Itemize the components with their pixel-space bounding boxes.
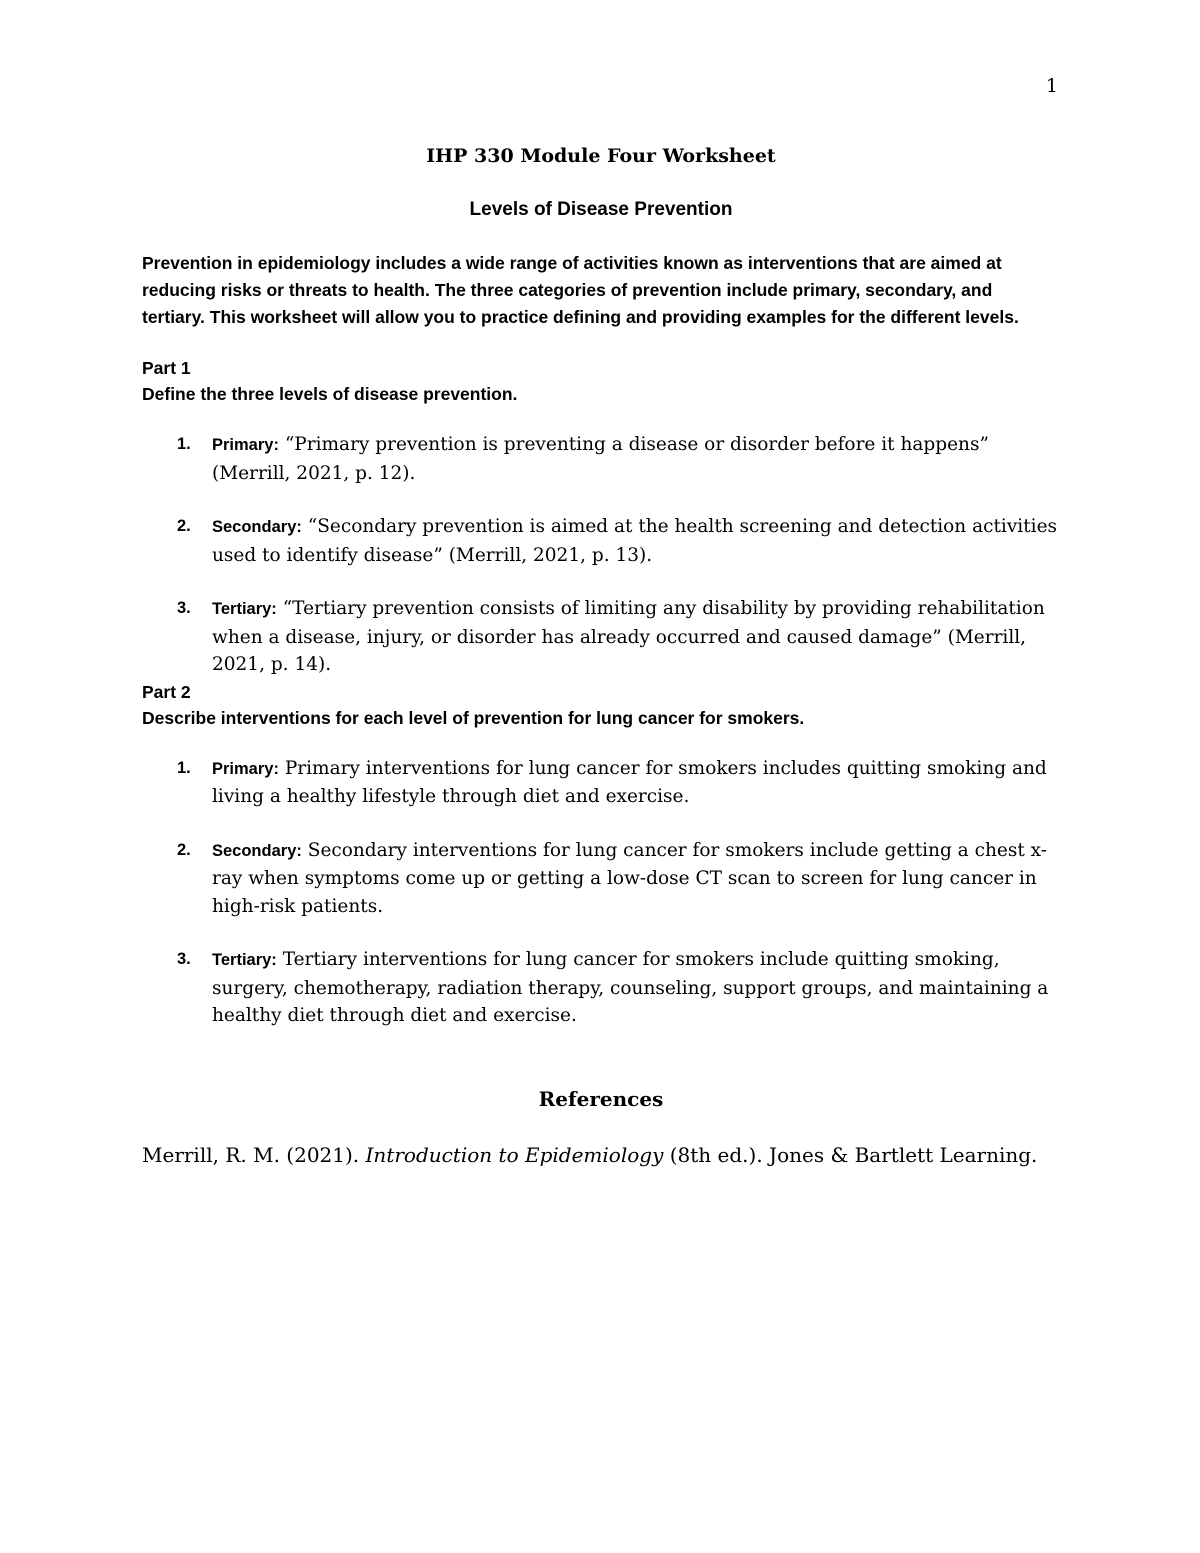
list-item-text: “Primary prevention is preventing a disease or disorder before it happens” (Merrill, 2021, p. 12).	[212, 434, 989, 484]
part-2-instruction: Describe interventions for each level of prevention for lung cancer for smokers.	[142, 707, 805, 728]
reference-title: Introduction to Epidemiology	[365, 1142, 664, 1167]
reference-suffix: (8th ed.). Jones & Bartlett Learning.	[663, 1142, 1038, 1167]
references-heading: References	[538, 1086, 664, 1111]
part-2-label: Part 2	[142, 681, 191, 702]
list-item-label: Primary:	[212, 759, 279, 778]
list-item-text: Tertiary interventions for lung cancer for smokers include quitting smoking, surgery, chemotherapy, radiation therapy, counseling, support groups, and maintaining a healthy diet through diet and exercise.	[212, 949, 1049, 1026]
list-item-text: Secondary interventions for lung cancer for smokers include getting a chest x-ray when symptoms come up or getting a low-dose CT scan to screen for lung cancer in high-risk patients.	[212, 839, 1047, 917]
list-item-number: 2.	[177, 517, 191, 535]
list-item-label: Primary:	[212, 436, 279, 454]
part-1-item-tertiary	[142, 595, 1060, 679]
intro-paragraph: Prevention in epidemiology includes a wide range of activities known as interventions that are aimed at reducing risks or threats to health. The three categories of prevention include primary, secondary, and tertiary. This worksheet will allow you to practice defining and providing examples for the different levels.	[142, 253, 1019, 327]
list-item-number: 3.	[177, 599, 191, 617]
references-section	[142, 1084, 1060, 1170]
part-1-label: Part 1	[142, 358, 191, 378]
part-1-item-primary	[142, 431, 1060, 487]
list-item-label: Secondary:	[212, 841, 302, 860]
list-item-text: “Secondary prevention is aimed at the health screening and detection activities used to identify disease” (Merrill, 2021, p. 13).	[212, 516, 1058, 566]
list-item-number: 2.	[177, 840, 191, 859]
document-title: IHP 330 Module Four Worksheet	[426, 145, 776, 167]
part-2-list	[142, 755, 1060, 1030]
part-2-section	[142, 679, 1060, 1030]
list-item-label: Tertiary:	[212, 951, 277, 969]
list-item-number: 1.	[177, 435, 191, 453]
list-item-number: 1.	[177, 758, 191, 777]
part-1-item-secondary	[142, 513, 1060, 569]
list-item-label: Secondary:	[212, 518, 302, 536]
reference-prefix: Merrill, R. M. (2021).	[142, 1142, 366, 1167]
part-2-item-secondary	[142, 837, 1060, 921]
part-1-instruction: Define the three levels of disease prevention.	[142, 384, 518, 404]
part-1-section	[142, 355, 1060, 679]
part-2-item-primary	[142, 755, 1060, 811]
page-number: 1	[1045, 75, 1058, 97]
page-content	[142, 142, 1060, 1170]
reference-entry	[142, 1140, 1060, 1170]
list-item-label: Tertiary:	[212, 600, 277, 618]
list-item-number: 3.	[177, 950, 191, 968]
part-1-list	[142, 431, 1060, 679]
list-item-text: “Tertiary prevention consists of limiting any disability by providing rehabilitation when a disease, injury, or disorder has already occurred and caused damage” (Merrill, 2021, p. 14).	[212, 598, 1045, 675]
part-2-item-tertiary	[142, 946, 1060, 1030]
document-subtitle: Levels of Disease Prevention	[469, 199, 733, 220]
list-item-text: Primary interventions for lung cancer for smokers includes quitting smoking and living a healthy lifestyle through diet and exercise.	[212, 757, 1047, 807]
